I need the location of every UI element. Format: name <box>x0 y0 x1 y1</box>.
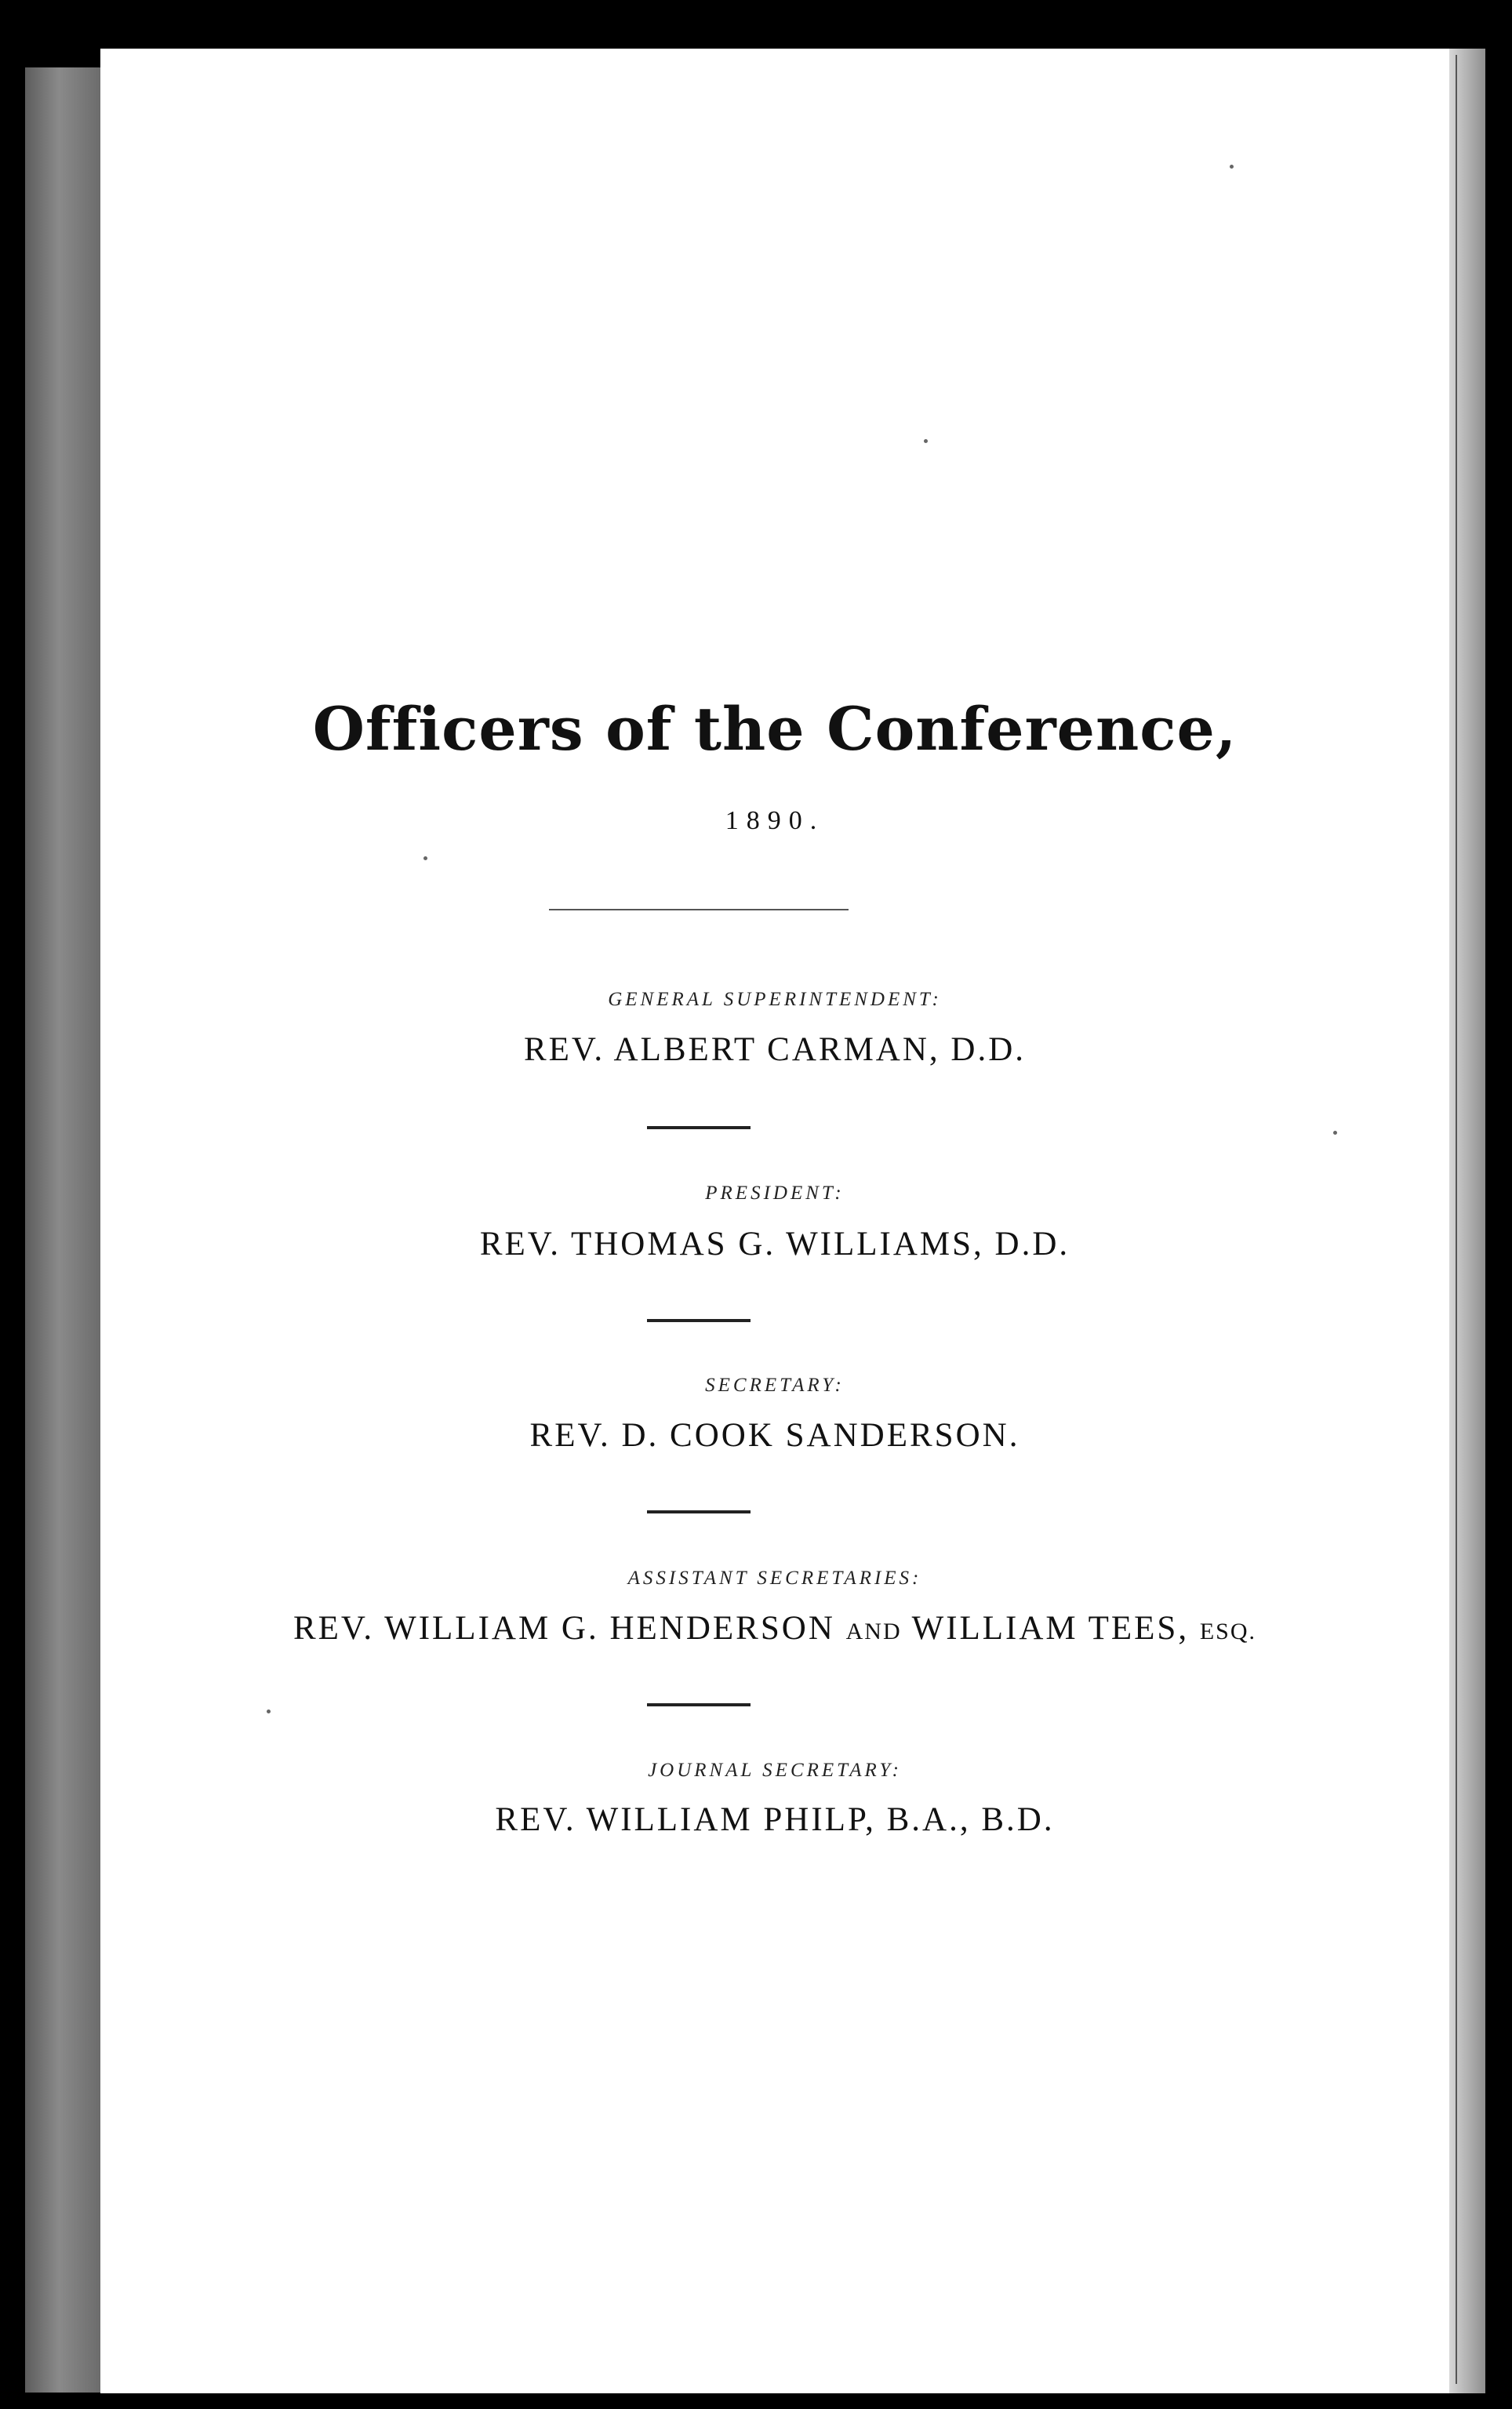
esquire-suffix: ESQ. <box>1199 1619 1257 1644</box>
page-title: Officers of the Conference, <box>312 694 1238 764</box>
section-divider <box>647 1510 751 1513</box>
officer-label-secretary: SECRETARY: <box>705 1375 845 1396</box>
officer-name-general-superintendent: REV. ALBERT CARMAN, D.D. <box>523 1031 1027 1068</box>
scan-speck <box>267 1710 271 1713</box>
scan-speck <box>1333 1131 1337 1135</box>
conjunction-and: AND <box>845 1619 902 1644</box>
section-divider <box>647 1703 751 1706</box>
scan-speck <box>924 439 928 443</box>
section-divider <box>647 1126 751 1129</box>
binding-gutter <box>25 67 100 2393</box>
officer-name-secretary: REV. D. COOK SANDERSON. <box>529 1417 1020 1454</box>
officer-name-assistant-secretaries <box>100 1611 1449 1645</box>
title-divider <box>549 909 849 910</box>
officer-name-president: REV. THOMAS G. WILLIAMS, D.D. <box>479 1226 1070 1263</box>
page-content <box>100 49 1449 2393</box>
assistant-secretary-2: WILLIAM TEES, <box>911 1610 1190 1647</box>
officer-label-assistant-secretaries: ASSISTANT SECRETARIES: <box>627 1568 922 1589</box>
scan-speck <box>423 856 427 860</box>
scan-speck <box>1230 165 1234 169</box>
section-divider <box>647 1319 751 1322</box>
officer-label-president: PRESIDENT: <box>705 1183 845 1204</box>
book-page <box>100 49 1449 2393</box>
page-year: 1890. <box>725 806 825 835</box>
officer-label-general-superintendent: GENERAL SUPERINTENDENT: <box>608 989 942 1010</box>
assistant-secretary-1: REV. WILLIAM G. HENDERSON <box>293 1610 835 1647</box>
officer-name-journal-secretary: REV. WILLIAM PHILP, B.A., B.D. <box>495 1801 1055 1838</box>
officer-label-journal-secretary: JOURNAL SECRETARY: <box>648 1760 902 1781</box>
page-edge-line <box>1456 55 1457 2384</box>
page-edge-shadow <box>1449 49 1485 2393</box>
